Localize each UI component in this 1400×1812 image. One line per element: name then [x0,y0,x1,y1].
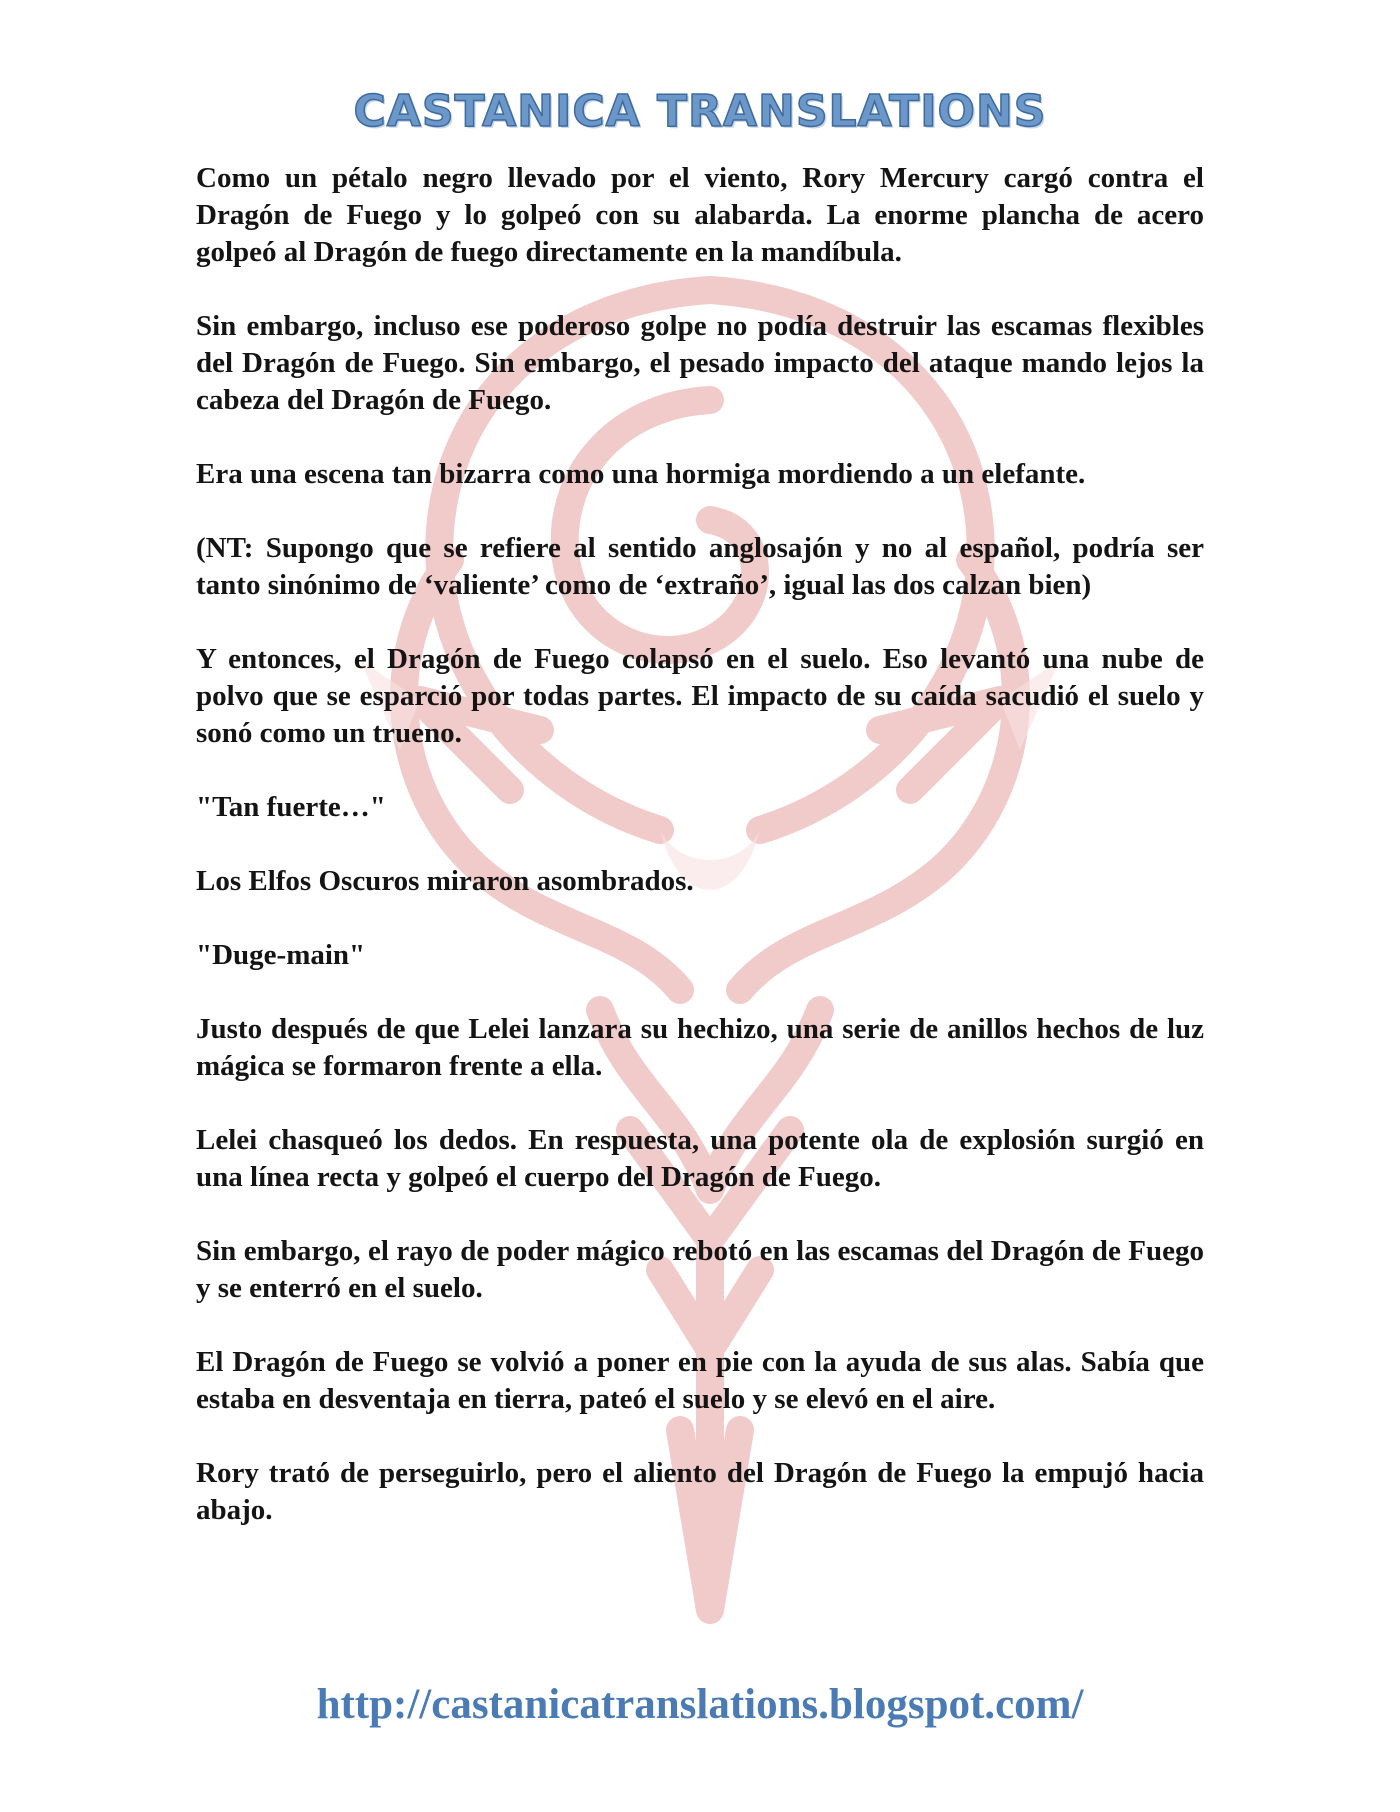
blog-url-link[interactable]: http://castanicatranslations.blogspot.com/ [316,1681,1084,1728]
paragraph: Lelei chasqueó los dedos. En respuesta, una potente ola de explosión surgió en una línea recta y golpeó el cuerpo del Dragón de Fuego. [196,1124,1204,1193]
chapter-text [196,160,1204,1566]
paragraph: Rory trató de perseguirlo, pero el aliento del Dragón de Fuego la empujó hacia abajo. [196,1457,1204,1526]
paragraph: Los Elfos Oscuros miraron asombrados. [196,865,694,897]
paragraph: Y entonces, el Dragón de Fuego colapsó en el suelo. Eso levantó una nube de polvo que se esparció por todas partes. El impacto de su caída sacudió el suelo y sonó como un trueno. [196,643,1204,749]
paragraph: Sin embargo, incluso ese poderoso golpe no podía destruir las escamas flexibles del Dragón de Fuego. Sin embargo, el pesado impacto del ataque mando lejos la cabeza del Dragón de Fuego. [196,310,1204,416]
paragraph: Era una escena tan bizarra como una hormiga mordiendo a un elefante. [196,458,1086,490]
paragraph: Justo después de que Lelei lanzara su hechizo, una serie de anillos hechos de luz mágica se formaron frente a ella. [196,1013,1204,1082]
paragraph: Como un pétalo negro llevado por el viento, Rory Mercury cargó contra el Dragón de Fuego y lo golpeó con su alabarda. La enorme plancha de acero golpeó al Dragón de fuego directamente en la mandíbula. [196,162,1204,268]
paragraph: Sin embargo, el rayo de poder mágico rebotó en las escamas del Dragón de Fuego y se enterró en el suelo. [196,1235,1204,1304]
dialogue-line: "Duge-main" [196,939,366,971]
paragraph: El Dragón de Fuego se volvió a poner en pie con la ayuda de sus alas. Sabía que estaba en desventaja en tierra, pateó el suelo y se elevó en el aire. [196,1346,1204,1415]
site-title: CASTANICA TRANSLATIONS [353,86,1047,137]
translator-note: (NT: Supongo que se refiere al sentido anglosajón y no al español, podría ser tanto sinónimo de ‘valiente’ como de ‘extraño’, igual las dos calzan bien) [196,532,1204,601]
dialogue-line: "Tan fuerte…" [196,791,386,823]
